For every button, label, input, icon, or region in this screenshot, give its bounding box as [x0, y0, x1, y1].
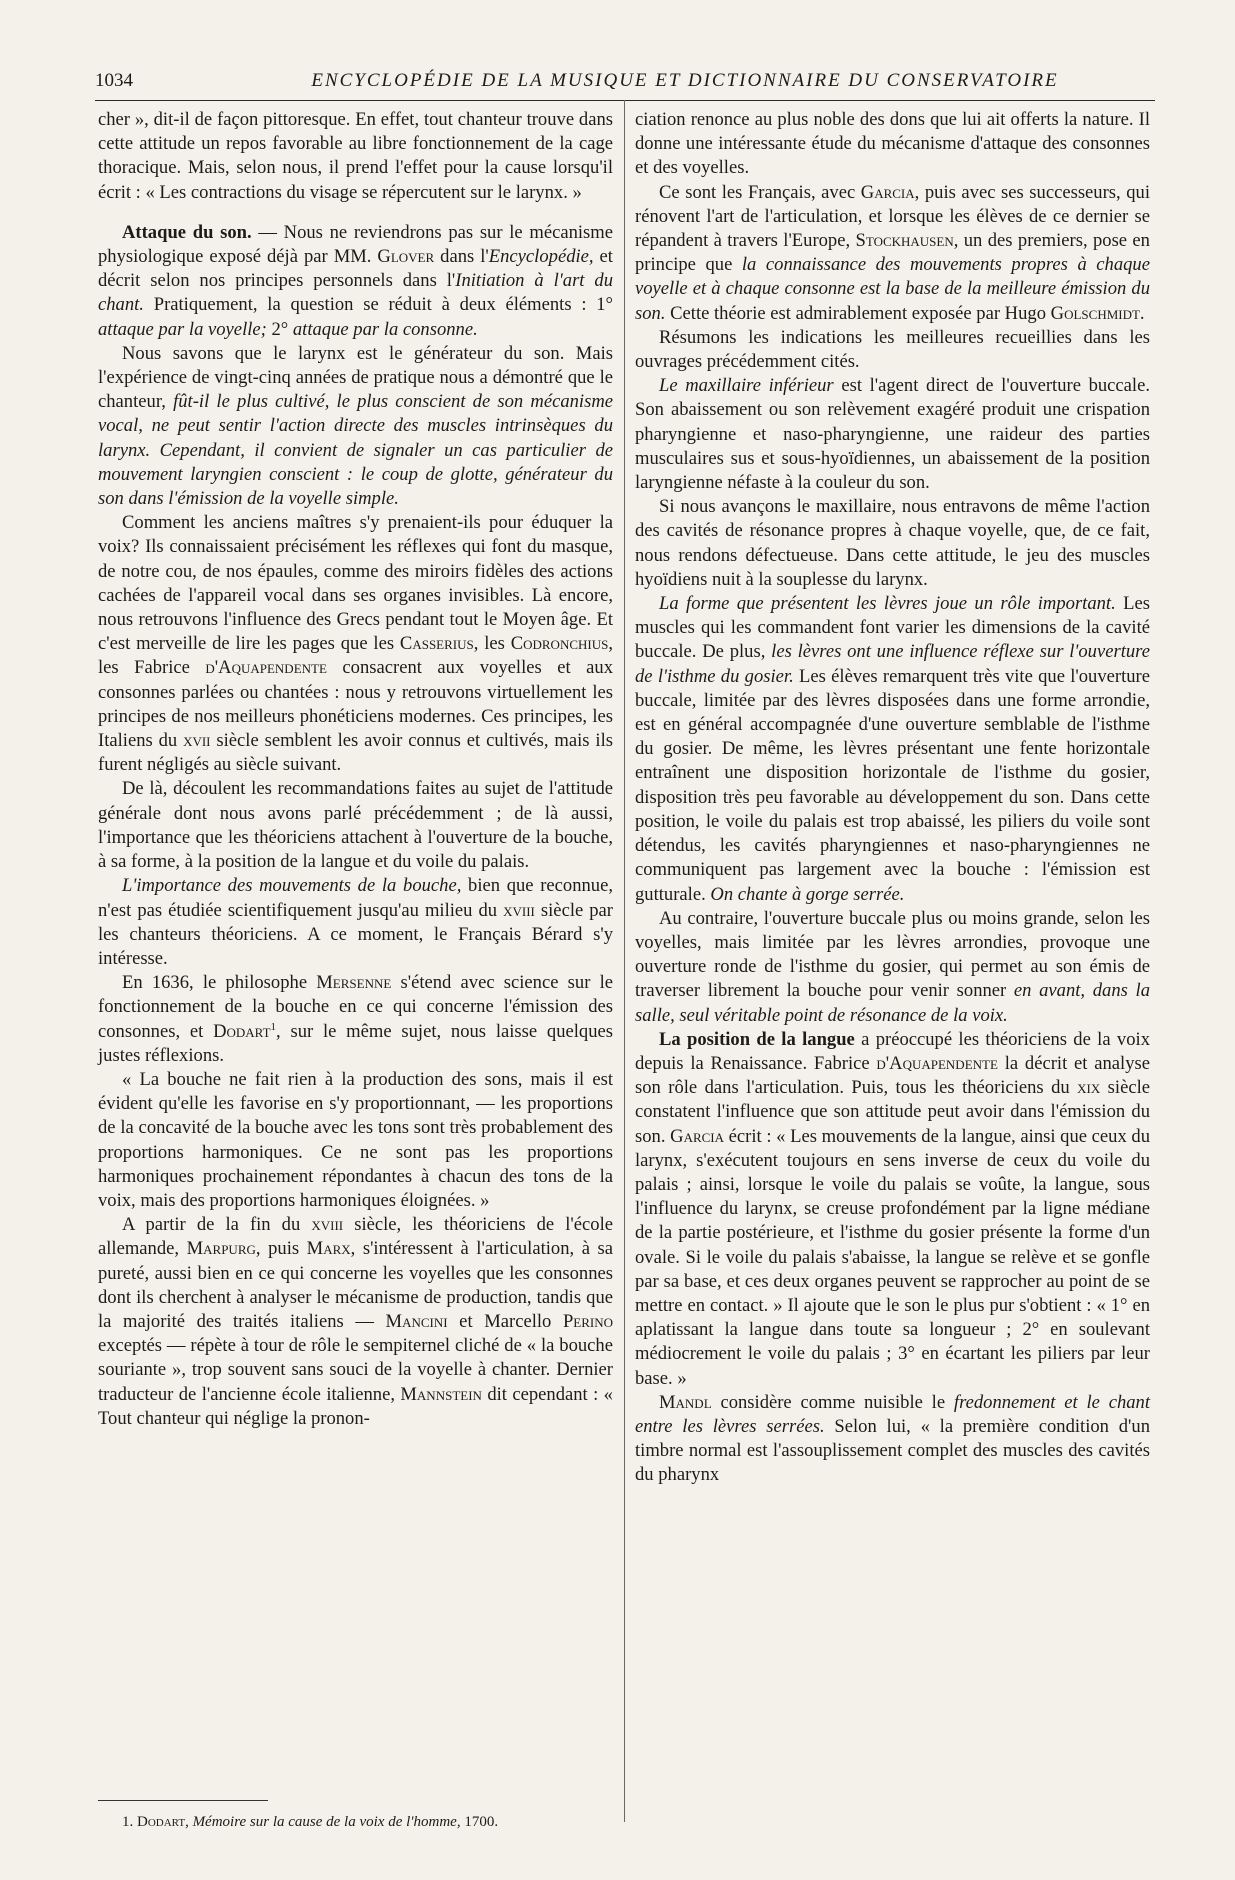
quotation: « La bouche ne fait rien à la production des sons, mais il est évident qu'elle les favorise en s'y proportionnant, — les proportions de la concavité de la bouche avec les tons sont très probablement des proportions harmoniques. Ce ne sont pas les proportions harmoniques prochainement répondantes à chacun des tons de la voix, mais des proportions harmoniques éloignées. »: [98, 1068, 613, 1211]
paragraph: cher », dit-il de façon pittoresque. En effet, tout chanteur trouve dans cette attitude un repos favorable au libre fonctionnement de la cage thoracique. Mais, selon nous, il prend l'effet pour la cause lorsqu'il écrit : « Les contractions du visage se répercutent sur le larynx. »: [98, 109, 613, 203]
section-heading: Attaque du son.: [122, 221, 252, 243]
paragraph: De là, découlent les recommandations faites au sujet de l'attitude générale dont nous avons parlé précédemment ; de là aussi, l'importance que les théoriciens attachent à l'ouverture de la bouche, à sa forme, à la position de la langue et du voile du palais.: [98, 778, 613, 873]
column-divider: [624, 100, 625, 1822]
left-column: [98, 108, 613, 1431]
paragraph: Nous savons que le larynx est le générateur du son. Mais l'expérience de vingt-cinq années de pratique nous a démontré que le chanteur, fût-il le plus cultivé, le plus conscient de son mécanisme vocal, ne peut sentir l'action directe des muscles intrinsèques du larynx. Cependant, il convient de signaler un cas particulier de mouvement laryngien conscient : le coup de glotte, générateur du son dans l'émission de la voyelle simple.: [98, 342, 614, 510]
page-number: 1034: [95, 70, 133, 91]
right-column: [635, 108, 1150, 1488]
paragraph: En 1636, le philosophe Mersenne s'étend avec science sur le fonctionnement de la bouche en ce qui concerne l'émission des consonnes, et Dodart$^1$, sur le même sujet, nous laisse quelques justes réflexions.: [98, 972, 614, 1066]
paragraph: A partir de la fin du xviii siècle, les théoriciens de l'école allemande, Marpurg, puis Marx, s'intéressent à l'articulation, à sa pureté, aussi bien en ce qui concerne les voyelles que les consonnes dont ils cherchent à analyser le mécanisme de production, tandis que la majorité des traités italiens — Mancini et Marcello Perino exceptés — répète à tour de rôle le sempiternel cliché de « la bouche souriante », trop souvent sans souci de la voyelle à chanter. Dernier traducteur de l'ancienne école italienne, Mannstein dit cependant : « Tout chanteur qui néglige la pronon-: [98, 1214, 614, 1429]
paragraph: La position de la langue a préoccupé les théoriciens de la voix depuis la Renaissance. Fabrice d'Aquapendente la décrit et analyse son rôle dans l'articulation. Puis, tous les théoriciens du xix siècle constatent l'influence que son attitude peut avoir dans l'émission du son. Garcia écrit : « Les mouvements de la langue, ainsi que ceux du larynx, s'exécutent toujours en sens inverse de ceux du voile du palais ; ainsi, lorsque le voile du palais se voûte, la langue, sous l'influence du larynx, se creuse profondément par la ligne médiane de la partie postérieure, et l'isthme du gosier présente la forme d'un ovale. Si le voile du palais s'abaisse, la langue se relève et se gonfle par sa base, et ces deux organes peuvent se rapprocher au point de se mettre en contact. » Il ajoute que le son le plus pur s'obtient : « 1° en aplatissant la langue dans toute sa longueur ; 2° en soulevant médiocrement le voile du palais ; 3° en écartant les piliers par leur base. »: [635, 1028, 1151, 1389]
paragraph: L'importance des mouvements de la bouche, bien que reconnue, n'est pas étudiée scientifiquement jusqu'au milieu du xviii siècle par les chanteurs théoriciens. A ce moment, le Français Bérard s'y intéresse.: [98, 875, 614, 969]
footnote-ref: 1: [270, 1020, 277, 1033]
paragraph: Résumons les indications les meilleures recueillies dans les ouvrages précédemment cités.: [635, 326, 1150, 373]
paragraph: Mandl considère comme nuisible le fredonnement et le chant entre les lèvres serrées. Selon lui, « la première condition d'un timbre normal est l'assouplissement complet des muscles des cavités du pharynx: [635, 1391, 1150, 1486]
footnote: 1. Dodart, Mémoire sur la cause de la voix de l'homme, 1700.: [122, 1814, 499, 1830]
paragraph: Ce sont les Français, avec Garcia, puis avec ses successeurs, qui rénovent l'art de l'articulation, et lorsque les élèves de ce dernier se répandent à travers l'Europe, Stockhausen, un des premiers, pose en principe que la connaissance des mouvements propres à chaque voyelle et à chaque consonne est la base de la meilleure émission du son. Cette théorie est admirablement exposée par Hugo Golschmidt.: [635, 181, 1150, 324]
paragraph: Comment les anciens maîtres s'y prenaient-ils pour éduquer la voix? Ils connaissaient précisément les réflexes qui font du masque, de notre cou, de nos épaules, comme des miroirs fidèles des actions cachées de l'appareil vocal dans ses organes invisibles. Là encore, nous retrouvons l'influence des Grecs pendant tout le Moyen âge. Et c'est merveille de lire les pages que les Casserius, les Codronchius, les Fabrice d'Aquapendente consacrent aux voyelles et aux consonnes parlées ou chantées : nous y retrouvons virtuellement les principes de nos meilleurs phonéticiens modernes. Ces principes, les Italiens du xvii siècle semblent les avoir connus et cultivés, mais ils furent négligés au siècle suivant.: [98, 512, 613, 776]
footnote-rule: [98, 1800, 268, 1801]
paragraph: Le maxillaire inférieur est l'agent direct de l'ouverture buccale. Son abaissement ou son relèvement exagéré produit une crispation pharyngienne et naso-pharyngienne, une raideur des parties musculaires sus et sous-hyoïdiennes, un abaissement de la position laryngienne néfaste à la couleur du son.: [635, 375, 1150, 494]
paragraph: Si nous avançons le maxillaire, nous entravons de même l'action des cavités de résonance propres à chaque voyelle, que, de ce fait, nous rendons défectueuse. Dans cette attitude, le jeu des muscles hyoïdiens nuit à la souplesse du larynx.: [635, 496, 1150, 590]
paragraph: ciation renonce au plus noble des dons que lui ait offerts la nature. Il donne une intéressante étude du mécanisme d'attaque des consonnes et des voyelles.: [635, 109, 1150, 179]
section-attaque-du-son: Attaque du son. — Nous ne reviendrons pas sur le mécanisme physiologique exposé déjà par MM. Glover dans l'Encyclopédie, et décrit selon nos principes personnels dans l'Initiation à l'art du chant. Pratiquement, la question se réduit à deux éléments : 1° attaque par la voyelle; 2° attaque par la consonne.: [98, 221, 613, 340]
paragraph: Au contraire, l'ouverture buccale plus ou moins grande, selon les voyelles, mais limitée par les lèvres arrondies, provoque une ouverture ronde de l'isthme du gosier, qui permet au son émis de traverser librement la bouche pour venir sonner en avant, dans la salle, seul véritable point de résonance de la voix.: [635, 907, 1150, 1026]
running-title: ENCYCLOPÉDIE DE LA MUSIQUE ET DICTIONNAIRE DU CONSERVATOIRE: [311, 70, 1059, 91]
paragraph: La forme que présentent les lèvres joue un rôle important. Les muscles qui les commandent font varier les dimensions de la cavité buccale. De plus, les lèvres ont une influence réflexe sur l'ouverture de l'isthme du gosier. Les élèves remarquent très vite que l'ouverture buccale, limitée par des lèvres disposées dans une forme arrondie, est en général accompagnée d'une ouverture semblable de l'isthme du gosier. De même, les lèvres présentant une fente horizontale entraînent une disposition horizontale de l'isthme du gosier, disposition très peu favorable au développement du son. Dans cette position, le voile du palais est trop abaissé, les piliers du voile sont détendus, les cavités pharyngiennes et naso-pharyngiennes ne communiquent pas largement avec la bouche : l'émission est gutturale. On chante à gorge serrée.: [635, 593, 1150, 905]
running-header: [95, 66, 1155, 101]
